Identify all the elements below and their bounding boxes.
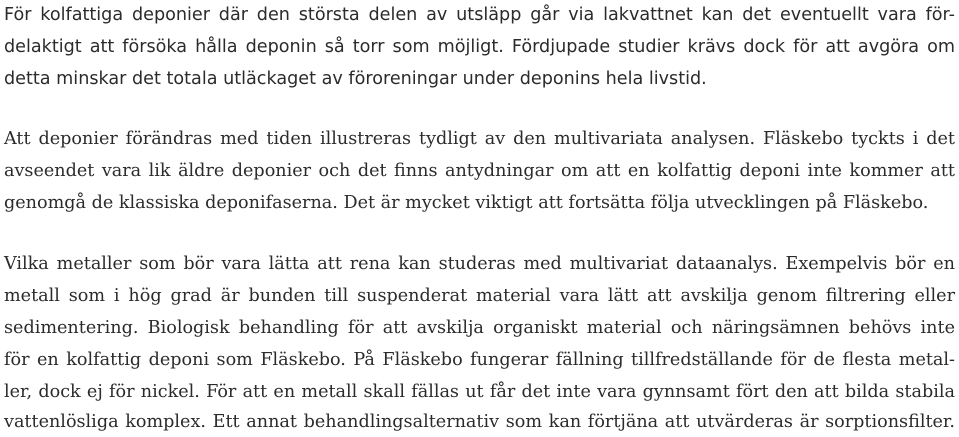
paragraph-3-line-4: för en kolfattig deponi som Fläskebo. På Fläskebo fungerar fällning tillfredställande för de flesta metal- [4, 350, 955, 370]
paragraph-1-line-2: delaktigt att försöka hålla deponin så torr som möjligt. Fördjupade studier krävs dock för att avgöra om [4, 37, 955, 57]
paragraph-1-line-1: För kolfattiga deponier där den största delen av utsläpp går via lakvattnet kan det eventuellt vara för- [4, 5, 955, 25]
paragraph-3-line-2: metall som i hög grad är bunden till suspenderat material vara lätt att avskilja genom filtrering eller [4, 286, 955, 306]
paragraph-2-line-2: avseendet vara lik äldre deponier och det finns antydningar om att en kolfattig deponi inte kommer att [4, 161, 955, 181]
paragraph-3-line-3: sedimentering. Biologisk behandling för att avskilja organiskt material och näringsämnen behövs inte [4, 318, 955, 338]
paragraph-1-line-3: detta minskar det totala utläckaget av föroreningar under deponins hela livstid. [4, 69, 707, 89]
paragraph-2-line-1: Att deponier förändras med tiden illustreras tydligt av den multivariata analysen. Fläskebo tyckts i det [4, 129, 955, 149]
paragraph-3-line-1: Vilka metaller som bör vara lätta att rena kan studeras med multivariat dataanalys. Exempelvis bör en [4, 254, 955, 274]
paragraph-3-line-6: vattenlösliga komplex. Ett annat behandlingsalternativ som kan förtjäna att utvärderas är sorptionsfilter. [4, 412, 955, 432]
paragraph-3-line-5: ler, dock ej för nickel. För att en metall skall fällas ut får det inte vara gynnsamt fört den att bilda stabila [4, 382, 955, 402]
paragraph-2-line-3: genomgå de klassiska deponifaserna. Det är mycket viktigt att fortsätta följa utvecklingen på Fläskebo. [4, 193, 929, 213]
